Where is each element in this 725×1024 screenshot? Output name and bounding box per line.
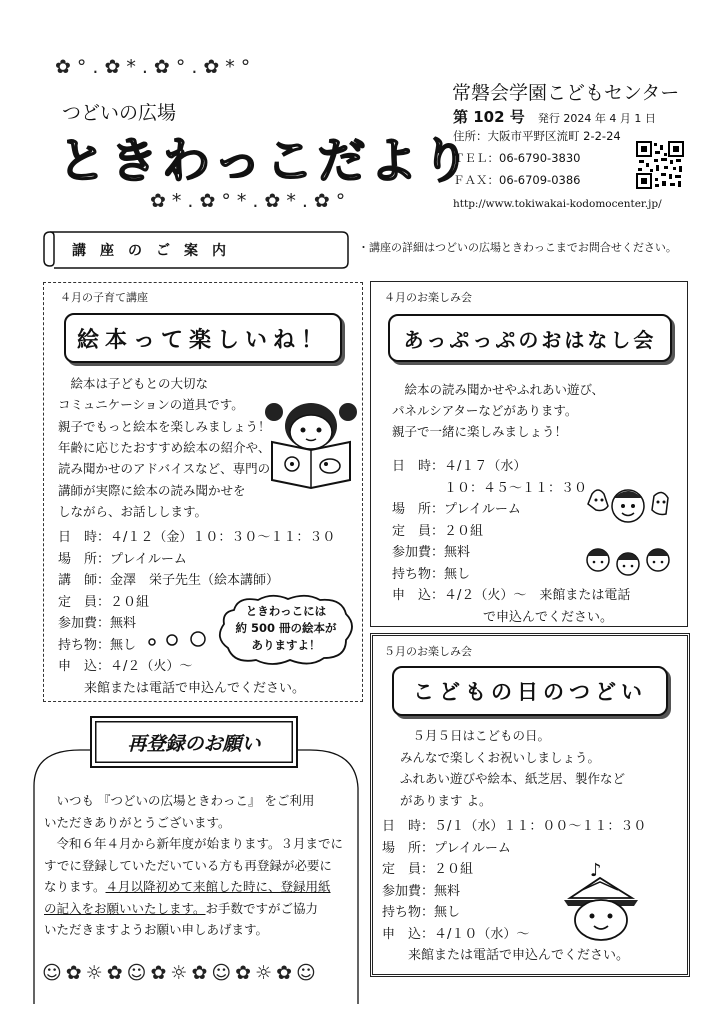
e1-desc-line: 読み聞かせのアドバイスなど、専門の bbox=[58, 461, 271, 477]
event3-title: こどもの日のつどい bbox=[392, 666, 668, 716]
notice-line bbox=[44, 924, 268, 937]
event3-tag: ５月のお楽しみ会 bbox=[384, 645, 472, 658]
e1-det-line: 来館または電話で申込んでください。 bbox=[58, 680, 306, 696]
e1-desc-line: 親子でもっと絵本を楽しみましょう！ bbox=[58, 418, 271, 434]
notice-text: なります。 bbox=[44, 879, 106, 894]
e1-det-line: 場 所：プレイルーム bbox=[58, 551, 187, 567]
fax: ＦＡＸ：06-6709-0386 bbox=[453, 173, 581, 187]
notice-title: 再登録のお願い bbox=[90, 716, 298, 768]
notice-line bbox=[44, 838, 343, 851]
e2-det-line: 持ち物：無し bbox=[392, 566, 471, 582]
e3-desc-line: ふれあい遊びや絵本、紙芝居、製作など bbox=[400, 771, 626, 786]
girl-reading-book-icon bbox=[262, 396, 358, 492]
issue-date: 発行 2024 年 4 月 1 日 bbox=[537, 112, 656, 125]
e1-desc-line: しながら、お話しします。 bbox=[58, 503, 208, 519]
e1-desc-line: 絵本は子どもとの大切な bbox=[58, 376, 209, 391]
e3-desc-line: みんなで楽しくお祝いしましょう。 bbox=[400, 749, 601, 765]
flower-border-bottom: ✿*.✿°*.✿*.✿° bbox=[150, 190, 352, 212]
notice-text: いただきありがとうございます。 bbox=[44, 814, 231, 830]
e1-det-line: 持ち物：無し bbox=[58, 637, 137, 653]
subtitle: つどいの広場 bbox=[62, 102, 177, 124]
e3-det-line: 場 所：プレイルーム bbox=[382, 840, 511, 856]
e1-det-line: 定 員：２０組 bbox=[58, 594, 150, 610]
notice-line bbox=[44, 881, 331, 894]
issue-info bbox=[453, 106, 656, 127]
banner-label: 講 座 の ご 案 内 bbox=[72, 243, 226, 259]
notice-text: 令和６年４月から新年度が始まります。３月までに bbox=[44, 836, 344, 851]
qr-code-icon bbox=[636, 141, 684, 189]
e2-det-line: 日 時：４/１７（水） bbox=[392, 459, 527, 474]
e3-det-line: 参加費：無料 bbox=[382, 883, 461, 899]
e2-det-line: 参加費：無料 bbox=[392, 545, 471, 560]
notice-line bbox=[44, 900, 319, 916]
e2-det-line: 定 員：２０組 bbox=[392, 523, 484, 539]
event2-tag: ４月のお楽しみ会 bbox=[384, 291, 472, 304]
bubble-tail-circles bbox=[146, 630, 212, 648]
samurai-helmet-boy-icon bbox=[560, 860, 646, 942]
e2-desc-line: パネルシアターなどがあります。 bbox=[392, 403, 578, 418]
notice-line bbox=[44, 814, 231, 830]
bubble-line: ありますよ！ bbox=[251, 638, 321, 652]
event2-title: あっぷっぷのおはなし会 bbox=[388, 314, 672, 362]
e1-det-line: 日 時：４/１２（金）１０：３０～１１：３０ bbox=[58, 530, 336, 545]
tel: ＴＥＬ：06-6790-3830 bbox=[453, 151, 581, 165]
e1-det-line: 講 師：金澤 栄子先生（絵本講師） bbox=[58, 573, 280, 588]
e1-det-line: 申 込：４/２（火）～ bbox=[58, 659, 193, 674]
e3-desc-line: があります よ。 bbox=[400, 792, 492, 808]
e1-desc-line: 年齢に応じたおすすめ絵本の紹介や、 bbox=[58, 439, 271, 455]
org-name: 常磐会学園こどもセンター bbox=[452, 82, 680, 104]
address: 住所：大阪市平野区流町 2-2-24 bbox=[453, 129, 621, 143]
e3-det-line: 持ち物：無し bbox=[382, 905, 461, 920]
e3-det-line: 申 込：４/１０（水）～ bbox=[382, 926, 530, 942]
kids-border-bottom: ☺✿☼✿☺✿☼✿☺✿☼✿☺ bbox=[42, 962, 320, 984]
e3-det-line: 日 時：５/１（水）１１：００～１１：３０ bbox=[382, 819, 647, 834]
puppet-show-icon bbox=[574, 484, 680, 580]
e3-det-line: 来館または電話で申込んでください。 bbox=[382, 948, 630, 963]
notice-underlined-text: の記入をお願いいたします。 bbox=[44, 900, 206, 916]
e2-det-line: 場 所：プレイルーム bbox=[392, 502, 521, 517]
event1-title: 絵本って楽しいね！ bbox=[64, 313, 342, 363]
newsletter-title: ときわっこだより bbox=[58, 133, 474, 189]
notice-underlined-text: ４月以降初めて来館した時に、登録用紙 bbox=[105, 879, 331, 894]
e1-desc-line: コミュニケーションの道具です。 bbox=[58, 397, 244, 413]
issue-number: 第 102 号 bbox=[453, 108, 525, 126]
notice-line bbox=[44, 857, 332, 873]
flower-border-top: ✿°.✿*.✿°.✿*° bbox=[55, 56, 257, 78]
e2-det-line: １０：４５～１１：３０ bbox=[392, 480, 588, 496]
bubble-line: 約 500 冊の絵本が bbox=[235, 621, 337, 635]
e1-desc-line: 講師が実際に絵本の読み聞かせを bbox=[58, 482, 246, 498]
bubble-line: ときわっこには bbox=[245, 604, 327, 618]
e2-det-line: で申込んでください。 bbox=[392, 609, 614, 625]
notice-text: いただきますようお願い申しあげます。 bbox=[44, 922, 269, 937]
notice-text: すでに登録していただいている方も再登録が必要に bbox=[44, 857, 332, 873]
notice-line bbox=[44, 795, 314, 808]
e2-det-line: 申 込：４/２（火）～ 来館または電話 bbox=[392, 588, 631, 603]
notice-text: いつも 『つどいの広場ときわっこ』 をご利用 bbox=[44, 793, 315, 808]
event1-tag: ４月の子育て講座 bbox=[60, 291, 148, 304]
website-url[interactable]: http://www.tokiwakai-kodomocenter.jp/ bbox=[453, 198, 662, 210]
e3-desc-line: ５月５日はこどもの日。 bbox=[400, 728, 551, 743]
notice-text: お手数ですがご協力 bbox=[205, 900, 319, 916]
e3-det-line: 定 員：２０組 bbox=[382, 862, 474, 877]
svg-text:♪: ♪ bbox=[590, 860, 602, 881]
banner-note: ・講座の詳細はつどいの広場ときわっこまでお問合せください。 bbox=[358, 241, 677, 254]
e1-det-line: 参加費：無料 bbox=[58, 616, 137, 631]
e2-desc-line: 絵本の読み聞かせやふれあい遊び、 bbox=[392, 382, 605, 397]
e2-desc-line: 親子で一緒に楽しみましょう！ bbox=[392, 424, 568, 439]
